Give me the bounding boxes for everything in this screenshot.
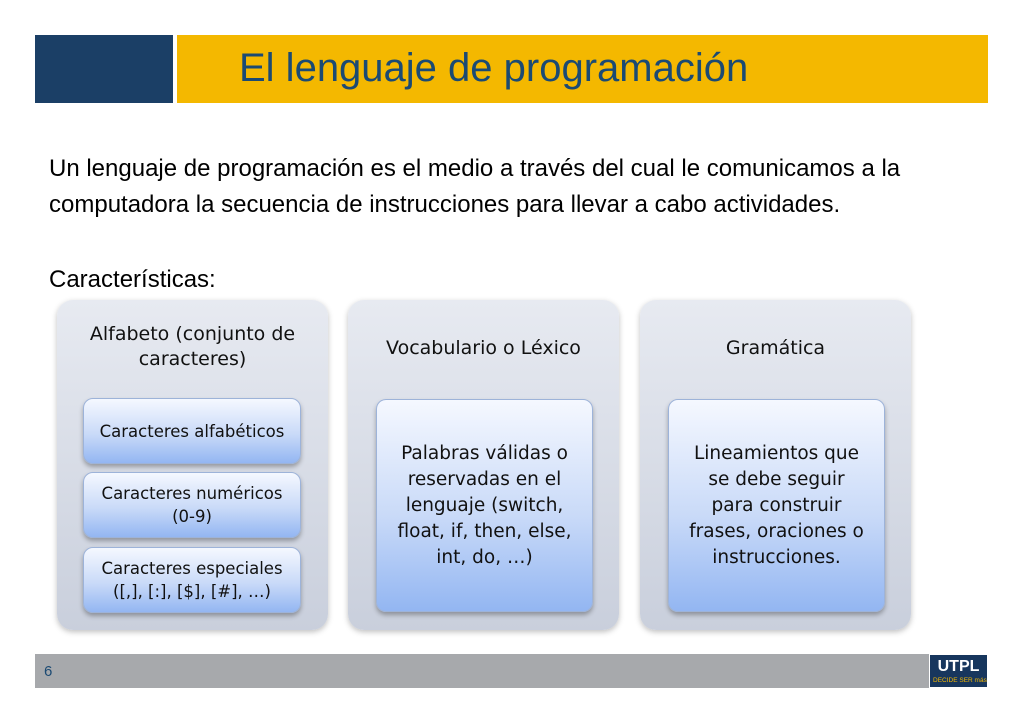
- logo-name: UTPL: [937, 658, 980, 675]
- header-blue-block: [35, 35, 173, 103]
- column-gramatica: [640, 300, 911, 630]
- card-numericos: Caracteres numéricos (0-9): [83, 472, 301, 538]
- card-lineamientos: Lineamientos que se debe seguir para construir frases, oraciones o instrucciones.: [668, 399, 885, 612]
- logo-tagline: DECIDE SER más: [933, 677, 987, 684]
- intro-paragraph: Un lenguaje de programación es el medio a través del cual le comunicamos a la computadora la secuencia de instrucciones para llevar a cabo actividades.: [49, 155, 901, 218]
- card-palabras: Palabras válidas o reservadas en el lenguaje (switch, float, if, then, else, int, do, …): [376, 399, 593, 612]
- column-title: Vocabulario o Léxico: [386, 337, 581, 359]
- page-number: 6: [44, 663, 53, 680]
- column-alfabeto: [57, 300, 328, 630]
- footer-bar: [35, 654, 988, 688]
- column-vocabulario: [348, 300, 619, 630]
- column-title: Alfabeto (conjunto de caracteres): [89, 323, 296, 370]
- features-label: Características:: [49, 266, 216, 293]
- column-title: Gramática: [725, 337, 826, 359]
- card-alfabeticos: Caracteres alfabéticos: [83, 398, 301, 464]
- card-especiales: Caracteres especiales ([,], [:], [$], [#], …): [83, 547, 301, 613]
- utpl-logo: [929, 654, 988, 688]
- slide-title: El lenguaje de programación: [239, 46, 749, 90]
